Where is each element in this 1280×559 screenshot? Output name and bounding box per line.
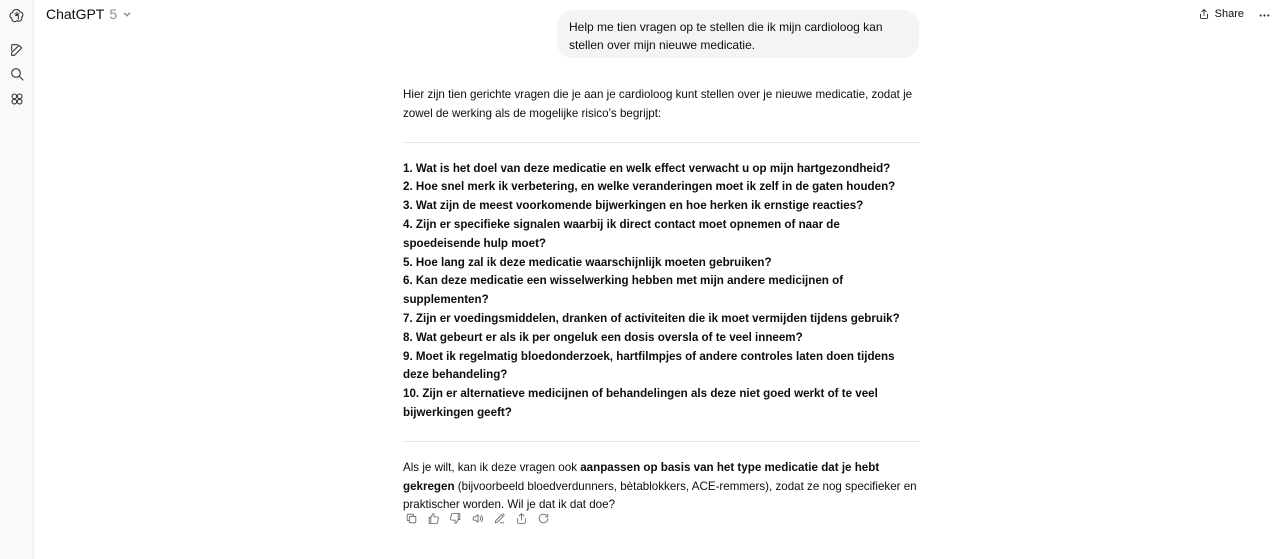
regenerate-button[interactable] [535,510,551,526]
chevron-down-icon [122,9,132,19]
outro-prefix: Als je wilt, kan ik deze vragen ook [403,460,581,474]
thumbs-up-icon [427,512,440,525]
ellipsis-icon [1258,9,1271,22]
copy-icon [405,512,418,525]
assistant-intro: Hier zijn tien gerichte vragen die je aan je cardioloog kunt stellen over je nieuwe medicatie, zodat je zowel de werking als de mogelijke risico’s begrijpt: [403,88,913,120]
regenerate-icon [537,512,550,525]
thumbs-down-button[interactable] [447,510,463,526]
model-selector[interactable] [46,6,132,22]
share-message-button[interactable] [513,510,529,526]
divider [403,142,919,143]
new-chat-icon[interactable] [7,40,27,60]
share-icon [1198,8,1210,20]
outro-suffix: (bijvoorbeeld bloedverdunners, bètablokkers, ACE-remmers), zodat ze nog specifieker en praktischer worden. Wil je dat ik dat doe? [403,479,917,512]
thumbs-down-icon [449,512,462,525]
question-item: 10. Zijn er alternatieve medicijnen of behandelingen als deze niet goed werkt of te veel bijwerkingen geeft? [403,387,878,419]
divider [403,441,919,442]
question-item: 6. Kan deze medicatie een wisselwerking hebben met mijn andere medicijnen of supplementen? [403,274,844,307]
share-button[interactable] [1194,6,1248,22]
read-aloud-button[interactable] [469,510,485,526]
question-item: 8. Wat gebeurt er als ik per ongeluk een dosis oversla of te veel inneem? [403,330,803,344]
share-label: Share [1214,8,1244,20]
assistant-outro [403,459,919,515]
thumbs-up-button[interactable] [425,510,441,526]
openai-logo-icon[interactable] [7,6,27,26]
assistant-message [403,86,919,515]
question-item: 2. Hoe snel merk ik verbetering, en welke veranderingen moet ik zelf in de gaten houden? [403,180,896,194]
model-name: ChatGPT [46,6,105,22]
message-actions [403,510,551,526]
question-list [403,160,919,423]
question-item: 3. Wat zijn de meest voorkomende bijwerkingen en hoe herken ik ernstige reacties? [403,199,864,213]
user-message-bubble: Help me tien vragen op te stellen die ik mijn cardioloog kan stellen over mijn nieuwe medicatie. [557,10,919,58]
question-item: 7. Zijn er voedingsmiddelen, dranken of activiteiten die ik moet vermijden tijdens gebruik? [403,311,900,325]
model-version: 5 [109,6,118,22]
question-item: 1. Wat is het doel van deze medicatie en welk effect verwacht u op mijn hartgezondheid? [403,161,891,175]
outro-emphasis: aanpassen op basis van het type medicatie dat je hebt gekregen [403,460,880,493]
search-icon[interactable] [7,64,27,84]
read-aloud-icon [471,512,484,525]
edit-button[interactable] [491,510,507,526]
question-item: 4. Zijn er specifieke signalen waarbij ik direct contact moet opnemen of naar de spoedeisende hulp moet? [403,217,840,250]
share-icon [515,512,528,525]
question-item: 5. Hoe lang zal ik deze medicatie waarschijnlijk moeten gebruiken? [403,255,772,269]
copy-button[interactable] [403,510,419,526]
more-options-button[interactable] [1256,6,1272,24]
gpts-icon[interactable] [7,89,27,109]
sidebar-rail [0,0,34,559]
question-item: 9. Moet ik regelmatig bloedonderzoek, hartfilmpjes of andere controles laten doen tijdens deze behandeling? [403,349,895,382]
edit-icon [493,512,506,525]
